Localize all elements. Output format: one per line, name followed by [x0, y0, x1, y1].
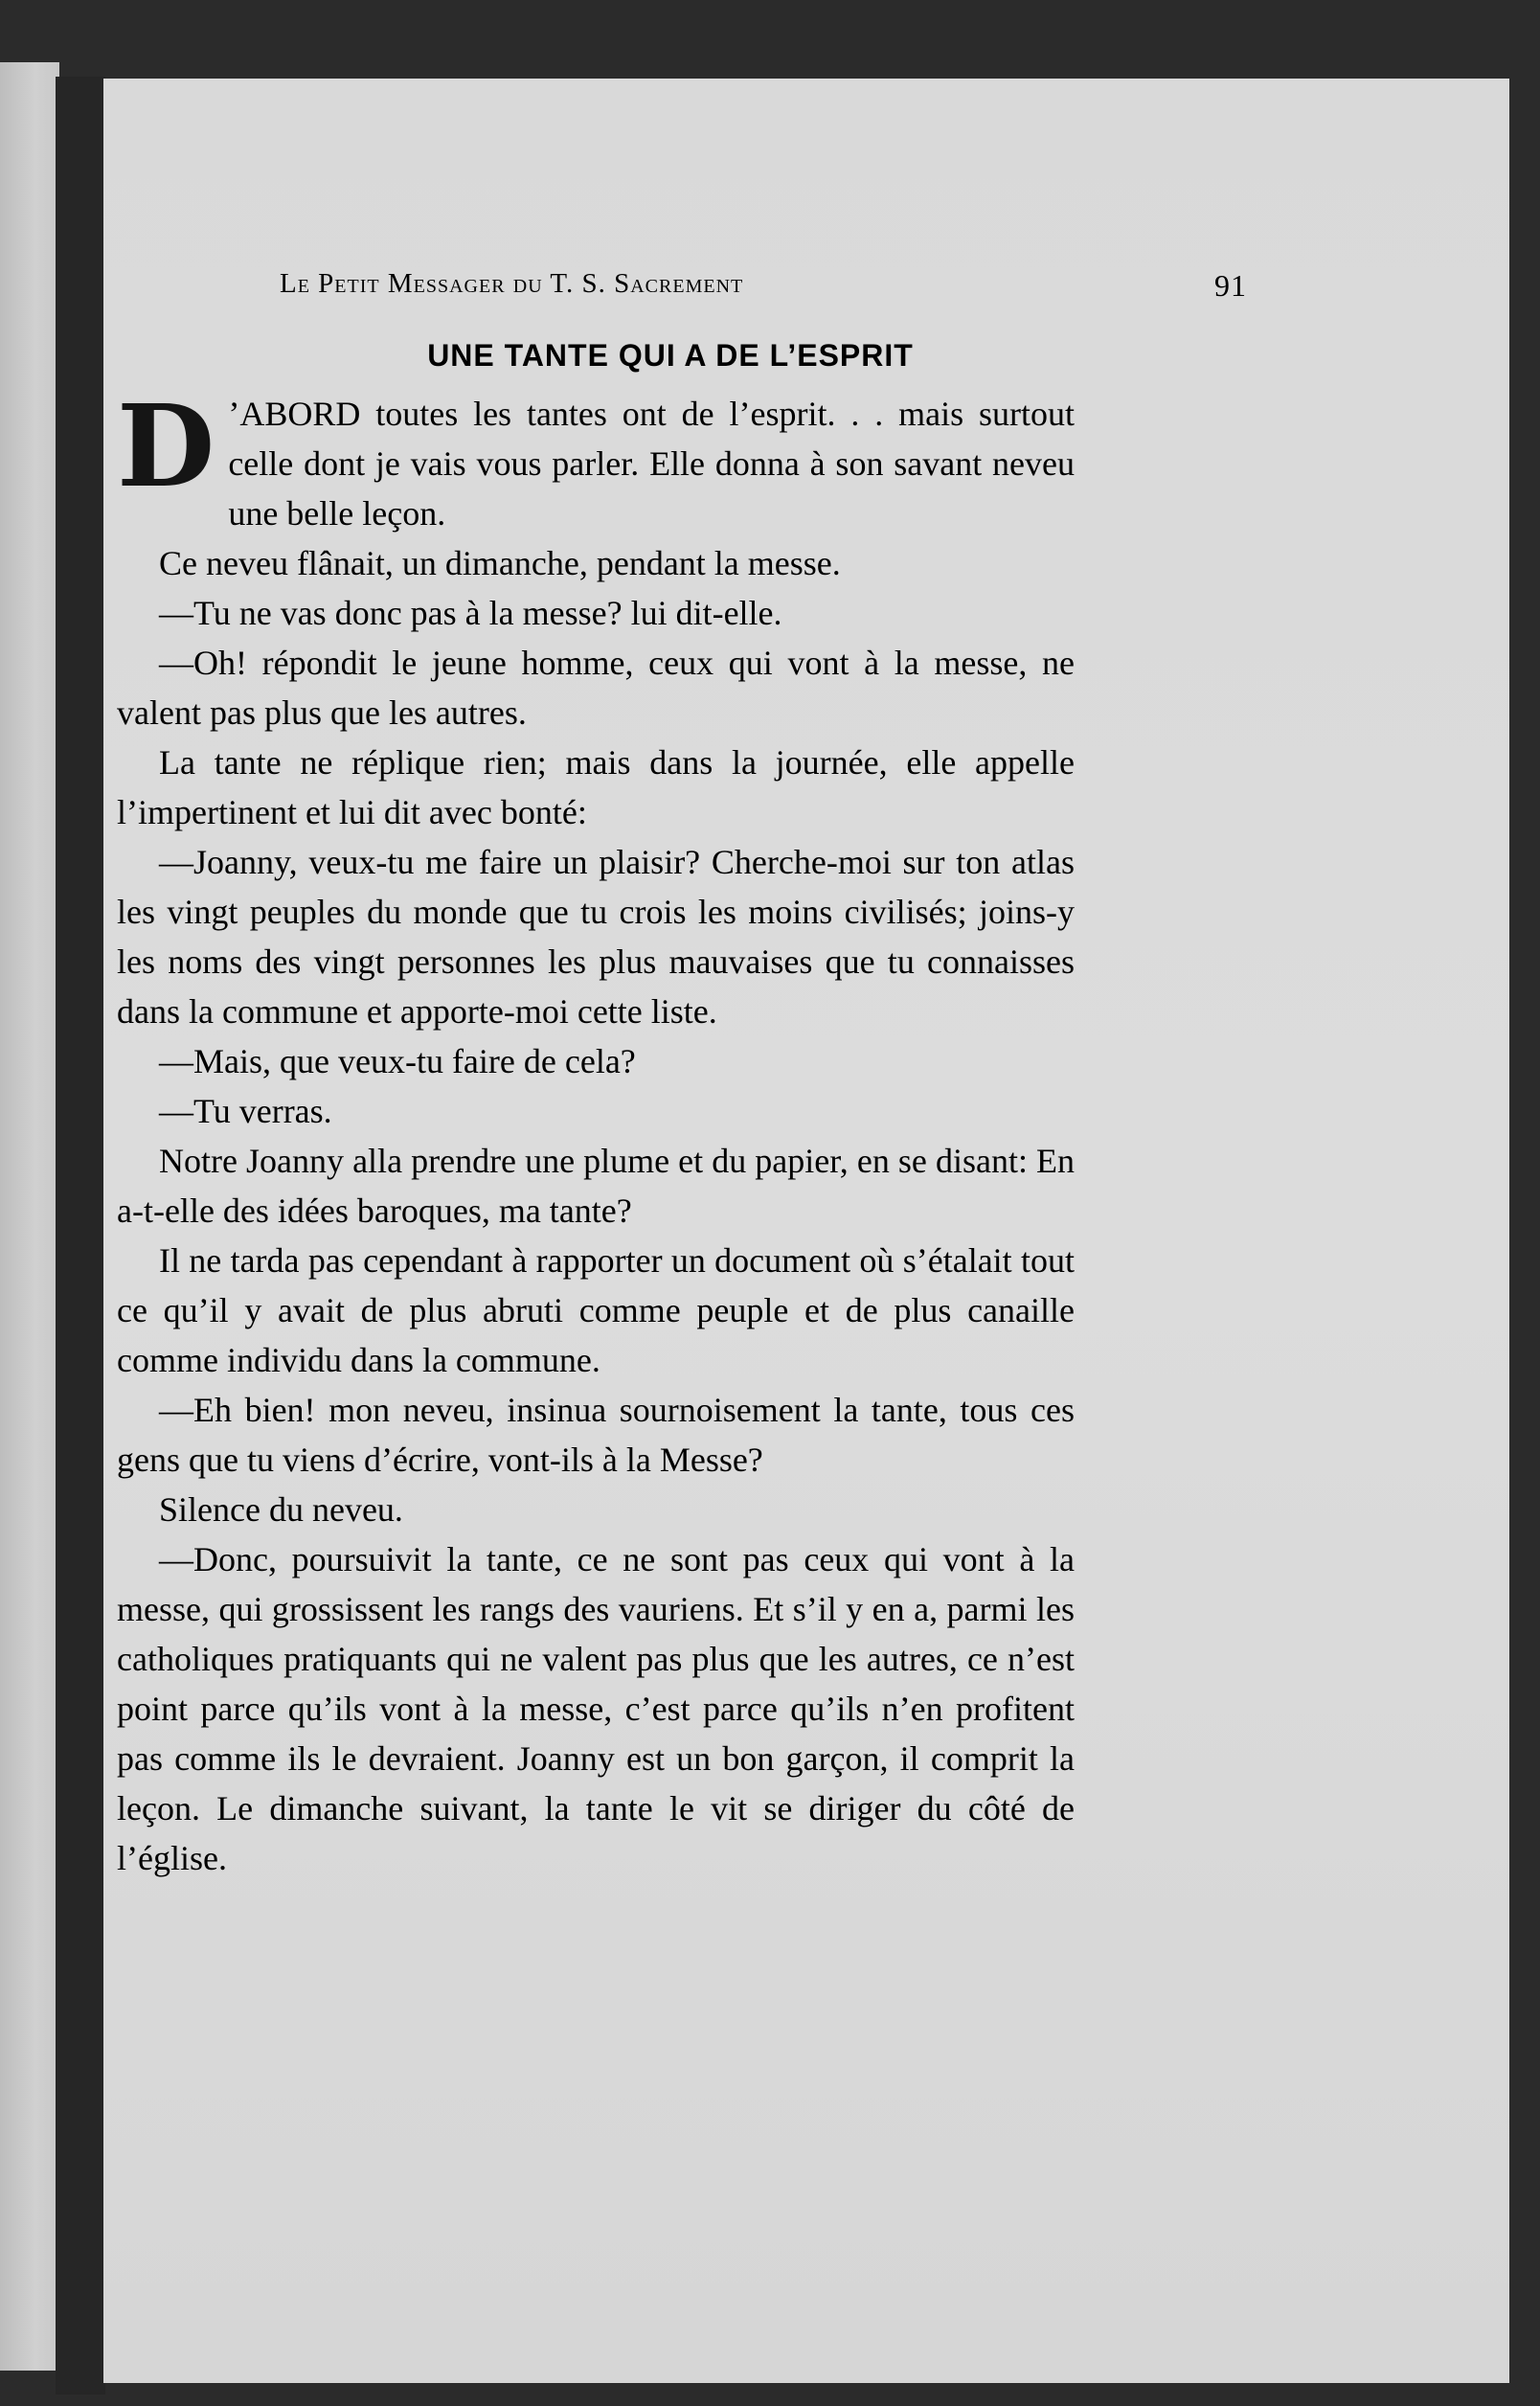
paragraph: Silence du neveu. — [159, 1490, 403, 1529]
paragraph: Notre Joanny alla prendre une plume et du papier, en se disant: En a-t-elle des idées baroques, ma tante? — [117, 1142, 1075, 1230]
paragraph: —Donc, poursuivit la tante, ce ne sont pas ceux qui vont à la messe, qui grossissent les rangs des vauriens. Et s’il y en a, parmi les catholiques pratiquants qui ne valent pas plus que les autres, ce n’est point parce qu’ils vont à la messe, c’est parce qu’ils n’en profitent pas comme ils le devraient. Joanny est un bon garçon, il comprit la leçon. Le dimanche suivant, la tante le vit se diriger du côté de l’église. — [117, 1540, 1075, 1877]
drop-cap: D — [117, 379, 215, 512]
paragraph: Ce neveu flânait, un dimanche, pendant la messe. — [159, 544, 841, 582]
page-number: 91 — [1214, 268, 1247, 303]
book-gutter — [56, 77, 105, 2395]
page-header — [280, 268, 1247, 326]
paragraph: —Oh! répondit le jeune homme, ceux qui vont à la messe, ne valent pas plus que les autres. — [117, 644, 1075, 732]
facing-page-edge — [0, 62, 59, 2371]
paragraph-1 — [117, 379, 1075, 538]
paragraph: —Tu verras. — [159, 1092, 332, 1130]
paragraph: Il ne tarda pas cependant à rapporter un document où s’étalait tout ce qu’il y avait de plus abruti comme peuple et de plus canaille comme individu dans la commune. — [117, 1241, 1075, 1379]
running-head: Le Petit Messager du T. S. Sacrement — [280, 268, 744, 299]
paragraph-1-text: ’ABORD toutes les tantes ont de l’esprit. . . mais surtout celle dont je vais vous parler. Elle donna à son savant neveu une belle leçon. — [228, 395, 1075, 533]
paragraph: La tante ne réplique rien; mais dans la journée, elle appelle l’impertinent et lui dit avec bonté: — [117, 743, 1075, 831]
paragraph: —Joanny, veux-tu me faire un plaisir? Cherche-moi sur ton atlas les vingt peuples du monde que tu crois les moins civilisés; joins-y les noms des vingt personnes les plus mauvaises que tu connaisses dans la commune et apporte-moi cette liste. — [117, 843, 1075, 1031]
article-title: UNE TANTE QUI A DE L’ESPRIT — [427, 338, 914, 373]
article-body — [117, 379, 1075, 1883]
paragraph: —Mais, que veux-tu faire de cela? — [159, 1042, 636, 1080]
paragraph: —Eh bien! mon neveu, insinua sournoisement la tante, tous ces gens que tu viens d’écrire, vont-ils à la Messe? — [117, 1391, 1075, 1479]
paragraph: —Tu ne vas donc pas à la messe? lui dit-elle. — [159, 594, 782, 632]
